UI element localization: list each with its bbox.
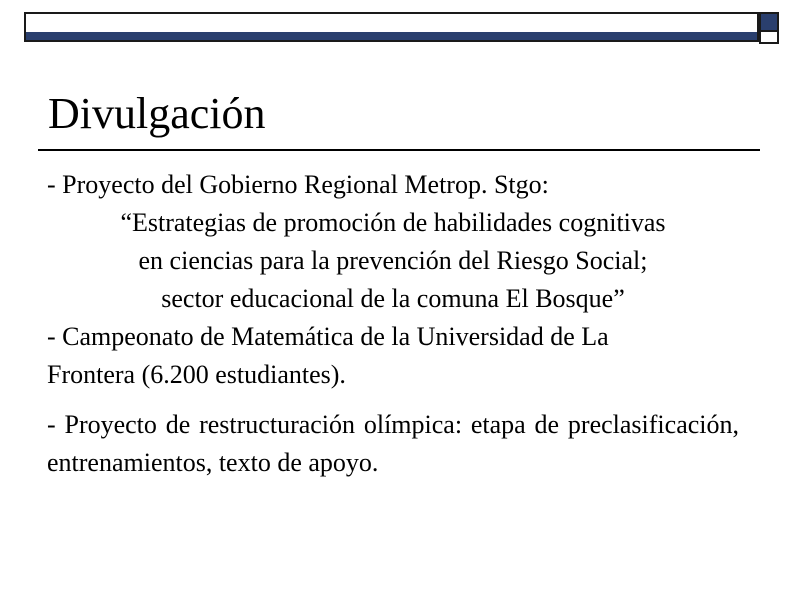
slide-body [47,166,739,482]
top-decorative-bar [24,12,778,44]
slide-title: Divulgación [48,89,266,138]
item-2-line-2: Frontera (6.200 estudiantes). [47,360,346,389]
top-bar-stripe [26,32,757,40]
top-bar-corner-square-filled [759,12,779,32]
item-3-text: - Proyecto de restructuración olímpica: etapa de preclasificación, entrenamientos, texto de apoyo. [47,410,739,477]
item-1-quote-line-3: sector educacional de la comuna El Bosque” [161,284,625,313]
item-1-intro: - Proyecto del Gobierno Regional Metrop. Stgo: [47,170,549,199]
top-bar-corner-square-outline [759,30,779,44]
item-2-line-1: - Campeonato de Matemática de la Universidad de La [47,322,609,351]
title-underline [38,149,760,151]
item-1-quote-line-1: “Estrategias de promoción de habilidades cognitivas [120,208,666,237]
item-1-quote-line-2: en ciencias para la prevención del Riesgo Social; [138,246,648,275]
